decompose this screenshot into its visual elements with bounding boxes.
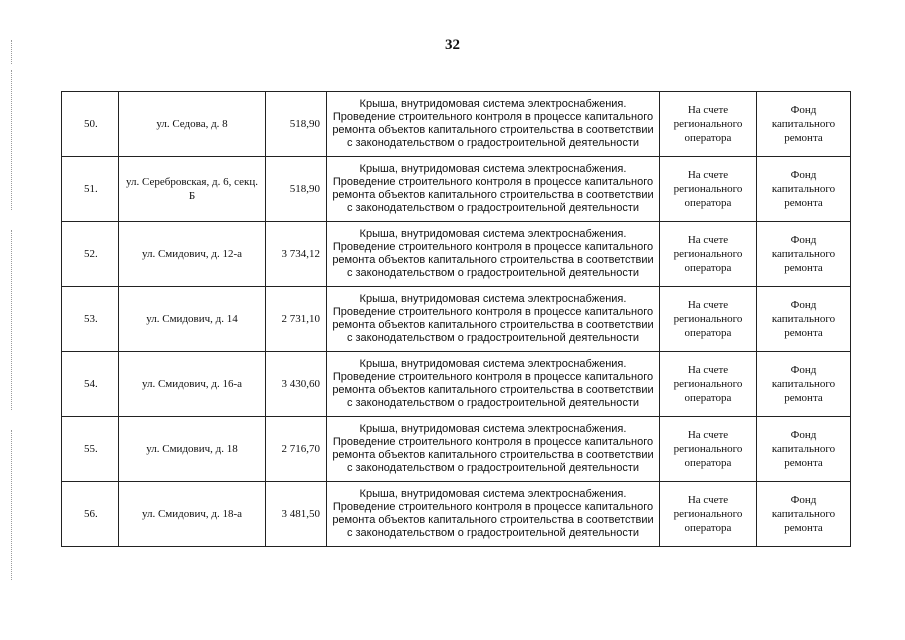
- address-cell: ул. Смидович, д. 12-а: [119, 222, 266, 287]
- binding-margin-mark: [11, 430, 12, 580]
- area-cell: 2 716,70: [266, 417, 327, 482]
- account-cell: На счете регионального оператора: [660, 287, 757, 352]
- address-cell: ул. Смидович, д. 16-а: [119, 352, 266, 417]
- funding-source-cell: Фонд капитального ремонта: [757, 157, 851, 222]
- account-cell: На счете регионального оператора: [660, 417, 757, 482]
- row-number: 56.: [62, 482, 119, 547]
- account-cell: На счете регионального оператора: [660, 222, 757, 287]
- row-number: 51.: [62, 157, 119, 222]
- table-row: [62, 352, 851, 417]
- area-cell: 3 430,60: [266, 352, 327, 417]
- area-cell: 2 731,10: [266, 287, 327, 352]
- works-cell: Крыша, внутридомовая система электроснабжения. Проведение строительного контроля в процессе капитального ремонта объектов капитального строительства в соответствии с законодательством о градостроительной деятельности: [327, 352, 660, 417]
- works-cell: Крыша, внутридомовая система электроснабжения. Проведение строительного контроля в процессе капитального ремонта объектов капитального строительства в соответствии с законодательством о градостроительной деятельности: [327, 287, 660, 352]
- works-cell: Крыша, внутридомовая система электроснабжения. Проведение строительного контроля в процессе капитального ремонта объектов капитального строительства в соответствии с законодательством о градостроительной деятельности: [327, 157, 660, 222]
- area-cell: 3 734,12: [266, 222, 327, 287]
- repair-works-table: [61, 91, 851, 547]
- table-row: [62, 157, 851, 222]
- funding-source-cell: Фонд капитального ремонта: [757, 222, 851, 287]
- row-number: 54.: [62, 352, 119, 417]
- account-cell: На счете регионального оператора: [660, 92, 757, 157]
- address-cell: ул. Серебровская, д. 6, секц. Б: [119, 157, 266, 222]
- works-cell: Крыша, внутридомовая система электроснабжения. Проведение строительного контроля в процессе капитального ремонта объектов капитального строительства в соответствии с законодательством о градостроительной деятельности: [327, 417, 660, 482]
- binding-margin-mark: [11, 70, 12, 210]
- area-cell: 3 481,50: [266, 482, 327, 547]
- row-number: 50.: [62, 92, 119, 157]
- address-cell: ул. Седова, д. 8: [119, 92, 266, 157]
- account-cell: На счете регионального оператора: [660, 482, 757, 547]
- works-cell: Крыша, внутридомовая система электроснабжения. Проведение строительного контроля в процессе капитального ремонта объектов капитального строительства в соответствии с законодательством о градостроительной деятельности: [327, 482, 660, 547]
- row-number: 53.: [62, 287, 119, 352]
- address-cell: ул. Смидович, д. 14: [119, 287, 266, 352]
- binding-margin-mark: [11, 230, 12, 410]
- funding-source-cell: Фонд капитального ремонта: [757, 287, 851, 352]
- row-number: 55.: [62, 417, 119, 482]
- table-row: [62, 222, 851, 287]
- table-row: [62, 482, 851, 547]
- account-cell: На счете регионального оператора: [660, 157, 757, 222]
- funding-source-cell: Фонд капитального ремонта: [757, 482, 851, 547]
- area-cell: 518,90: [266, 157, 327, 222]
- page-number: 32: [445, 37, 460, 53]
- address-cell: ул. Смидович, д. 18: [119, 417, 266, 482]
- funding-source-cell: Фонд капитального ремонта: [757, 417, 851, 482]
- table-row: [62, 287, 851, 352]
- address-cell: ул. Смидович, д. 18-а: [119, 482, 266, 547]
- table-row: [62, 417, 851, 482]
- works-cell: Крыша, внутридомовая система электроснабжения. Проведение строительного контроля в процессе капитального ремонта объектов капитального строительства в соответствии с законодательством о градостроительной деятельности: [327, 92, 660, 157]
- account-cell: На счете регионального оператора: [660, 352, 757, 417]
- area-cell: 518,90: [266, 92, 327, 157]
- works-cell: Крыша, внутридомовая система электроснабжения. Проведение строительного контроля в процессе капитального ремонта объектов капитального строительства в соответствии с законодательством о градостроительной деятельности: [327, 222, 660, 287]
- funding-source-cell: Фонд капитального ремонта: [757, 352, 851, 417]
- table-row: [62, 92, 851, 157]
- row-number: 52.: [62, 222, 119, 287]
- funding-source-cell: Фонд капитального ремонта: [757, 92, 851, 157]
